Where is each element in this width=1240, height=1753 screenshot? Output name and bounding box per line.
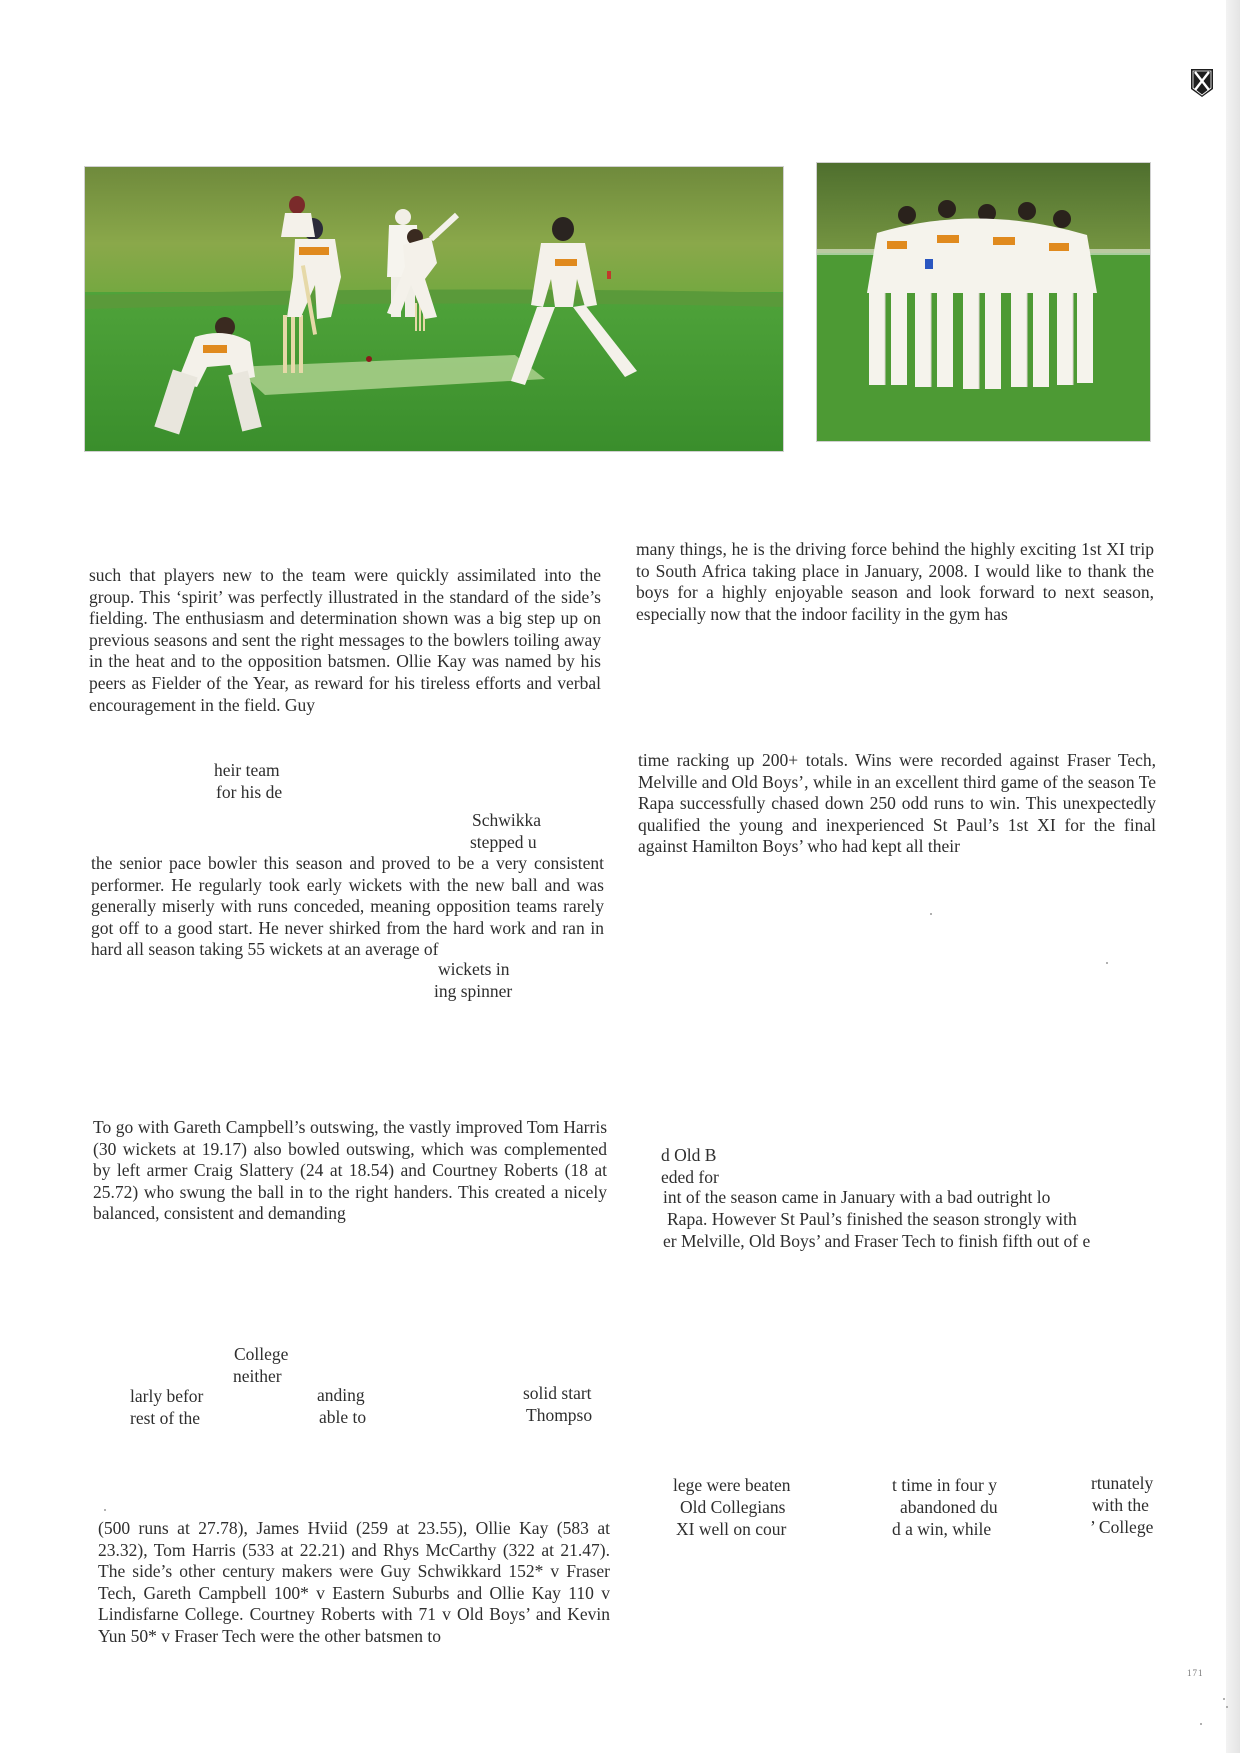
right-fragment-j: abandoned du	[900, 1497, 998, 1517]
left-paragraph-4: (500 runs at 27.78), James Hviid (259 at 23.55), Ollie Kay (583 at 23.32), Tom Harris (533 at 22.21) and Rhys McCarthy (322 at 21.47). The side’s other century makers were Guy Schwikkard 152* v Fraser Tech, Gareth Campbell 100* v Eastern Suburbs and Ollie Kay 110 v Lindisfarne College. Courtney Roberts with 71 v Old Boys’ and Kevin Yun 50* v Fraser Tech were the other batsmen to	[98, 1518, 610, 1646]
ink-speck	[104, 1509, 106, 1511]
right-fragment-n: ’ College	[1090, 1517, 1154, 1537]
left-fragment-3c: larly befor	[130, 1386, 204, 1406]
right-fragment-d: Rapa. However St Paul’s finished the season strongly with	[667, 1209, 1077, 1229]
ink-speck	[1226, 1706, 1228, 1708]
left-fragment-3g: solid start	[523, 1383, 592, 1403]
left-fragment-2b: ing spinner	[434, 981, 513, 1001]
left-fragment-1b: for his de	[216, 782, 283, 802]
left-fragment-3h: Thompso	[526, 1405, 593, 1425]
team-huddle-photo	[816, 162, 1151, 442]
left-fragment-3e: anding	[317, 1385, 365, 1405]
ink-speck	[930, 913, 932, 915]
page-number: 171	[1187, 1668, 1204, 1678]
right-fragment-f: lege were beaten	[673, 1475, 791, 1495]
right-fragment-h: XI well on cour	[676, 1519, 787, 1539]
cricket-match-photo	[84, 166, 784, 452]
right-fragment-c: int of the season came in January with a bad outright lo	[663, 1187, 1051, 1207]
school-crest-x-icon	[1190, 68, 1214, 98]
ink-speck	[1200, 1723, 1202, 1725]
right-fragment-k: d a win, while	[892, 1519, 992, 1539]
right-paragraph-1: many things, he is the driving force behind the highly exciting 1st XI trip to South Africa taking place in January, 2008. I would like to thank the boys for a highly enjoyable season and look forward to next season, especially now that the indoor facility in the gym has	[636, 539, 1154, 624]
ink-speck	[1106, 962, 1108, 964]
left-fragment-1a: heir team	[214, 760, 280, 780]
right-paragraph-2: time racking up 200+ totals. Wins were recorded against Fraser Tech, Melville and Old Boys’, while in an excellent third game of the season Te Rapa successfully chased down 250 odd runs to win. This unexpectedly qualified the young and inexperienced St Paul’s 1st XI for the final against Hamilton Boys’ who had kept all their	[638, 750, 1156, 857]
right-fragment-a: d Old B	[661, 1145, 717, 1165]
ink-speck	[1223, 1698, 1225, 1700]
right-fragment-e: er Melville, Old Boys’ and Fraser Tech to finish fifth out of e	[663, 1231, 1091, 1251]
left-fragment-2a: wickets in	[438, 959, 510, 979]
left-paragraph-2: the senior pace bowler this season and proved to be a very consistent performer. He regularly took early wickets with the new ball and was generally miserly with runs conceded, meaning opposition teams rarely got off to a good start. He never shirked from the hard work and ran in hard all season taking 55 wickets at an average of	[91, 853, 604, 960]
right-fragment-m: with the	[1092, 1495, 1149, 1515]
right-fragment-b: eded for	[661, 1167, 719, 1187]
right-fragment-i: t time in four y	[892, 1475, 997, 1495]
left-fragment-3a: College	[234, 1344, 289, 1364]
left-paragraph-3: To go with Gareth Campbell’s outswing, the vastly improved Tom Harris (30 wickets at 19.17) also bowled outswing, which was complemented by left armer Craig Slattery (24 at 18.54) and Courtney Roberts (18 at 25.72) who swung the ball in to the right handers. This created a nicely balanced, consistent and demanding	[93, 1117, 607, 1224]
left-fragment-3d: rest of the	[130, 1408, 200, 1428]
left-paragraph-1: such that players new to the team were quickly assimilated into the group. This ‘spirit’ was perfectly illustrated in the standard of the side’s fielding. The enthusiasm and determination shown was a big step up on previous seasons and sent the right messages to the bowlers toiling away in the heat and to the opposition batsmen. Ollie Kay was named by his peers as Fielder of the Year, as reward for his tireless efforts and verbal encouragement in the field. Guy	[89, 565, 601, 715]
right-fragment-l: rtunately	[1091, 1473, 1154, 1493]
left-fragment-3b: neither	[233, 1366, 282, 1386]
left-fragment-1d: stepped u	[470, 832, 537, 852]
page-edge-shadow	[1226, 0, 1240, 1753]
left-fragment-3f: able to	[319, 1407, 367, 1427]
right-fragment-g: Old Collegians	[680, 1497, 786, 1517]
left-fragment-1c: Schwikka	[472, 810, 542, 830]
